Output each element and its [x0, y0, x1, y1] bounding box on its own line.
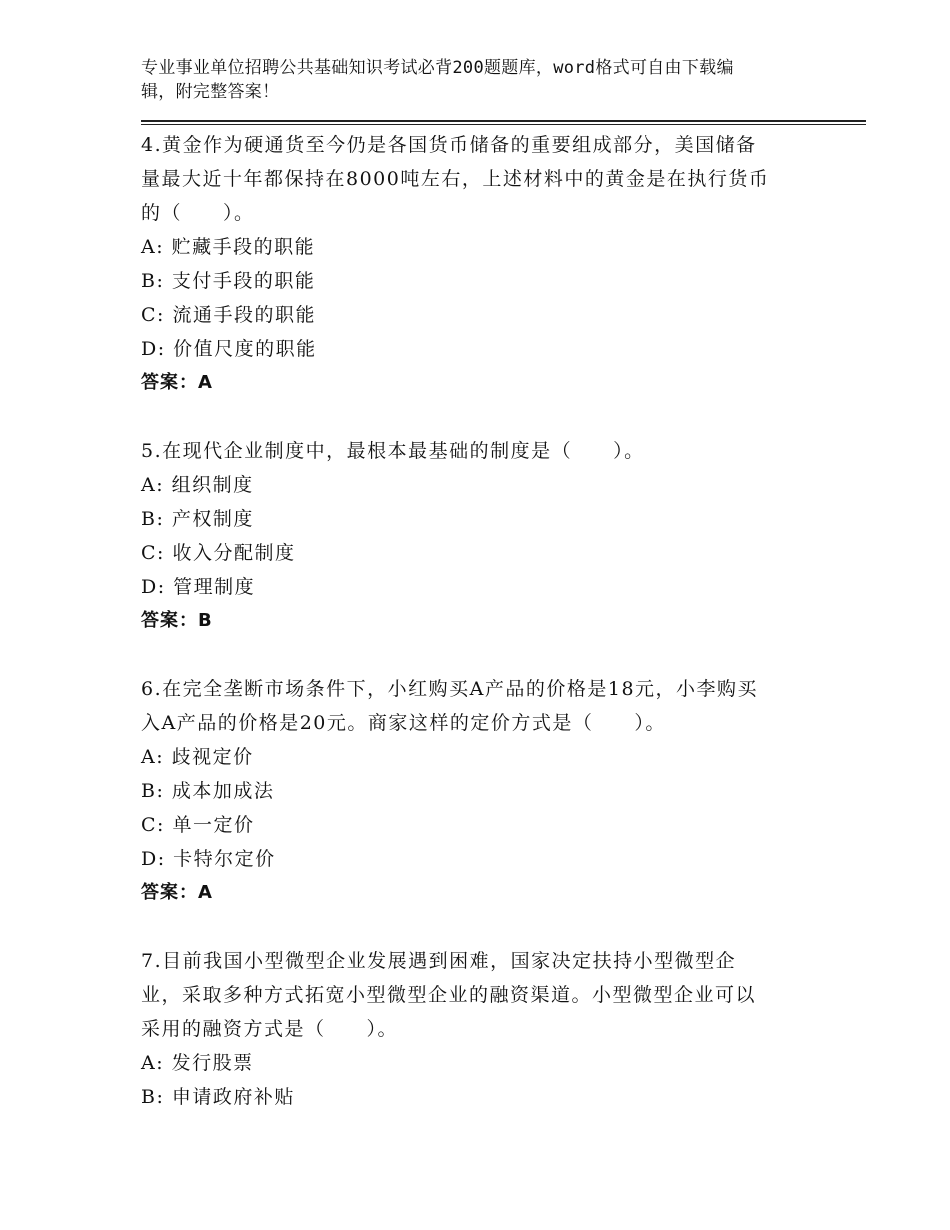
answer-label: 答案：B [141, 610, 213, 631]
option-b: B: 申请政府补贴 [141, 1086, 295, 1108]
option-b: B: 产权制度 [141, 508, 254, 530]
option-c: C: 单一定价 [141, 814, 255, 836]
question-stem: 5.在现代企业制度中，最根本最基础的制度是（ ）。 [141, 440, 645, 462]
option-d: D: 管理制度 [141, 576, 256, 598]
header-line-2: 辑，附完整答案！ [141, 82, 280, 102]
question-stem: 7.目前我国小型微型企业发展遇到困难，国家决定扶持小型微型企 业，采取多种方式拓宽小型微型企业的融资渠道。小型微型企业可以 采用的融资方式是（ ）。 [141, 950, 757, 1040]
option-d: D: 卡特尔定价 [141, 848, 276, 870]
question-5 [141, 434, 806, 638]
page-header [141, 56, 791, 104]
header-divider [141, 120, 866, 125]
header-line-1: 专业事业单位招聘公共基础知识考试必背200题题库，word格式可自由下载编 [141, 58, 734, 78]
option-a: A: 发行股票 [141, 1052, 254, 1074]
option-a: A: 组织制度 [141, 474, 254, 496]
option-a: A: 歧视定价 [141, 746, 254, 768]
option-d: D: 价值尺度的职能 [141, 338, 317, 360]
question-7 [141, 944, 806, 1114]
option-c: C: 流通手段的职能 [141, 304, 316, 326]
answer-label: 答案：A [141, 882, 213, 903]
option-a: A: 贮藏手段的职能 [141, 236, 316, 258]
question-stem: 4.黄金作为硬通货至今仍是各国货币储备的重要组成部分，美国储备 量最大近十年都保持在8000吨左右，上述材料中的黄金是在执行货币 的（ ）。 [141, 134, 770, 224]
option-b: B: 成本加成法 [141, 780, 275, 802]
question-stem: 6.在完全垄断市场条件下，小红购买A产品的价格是18元，小李购买 入A产品的价格是20元。商家这样的定价方式是（ ）。 [141, 678, 759, 734]
option-c: C: 收入分配制度 [141, 542, 296, 564]
option-b: B: 支付手段的职能 [141, 270, 316, 292]
question-6 [141, 672, 806, 910]
question-4 [141, 128, 806, 400]
answer-label: 答案：A [141, 372, 213, 393]
question-list [141, 128, 806, 1148]
